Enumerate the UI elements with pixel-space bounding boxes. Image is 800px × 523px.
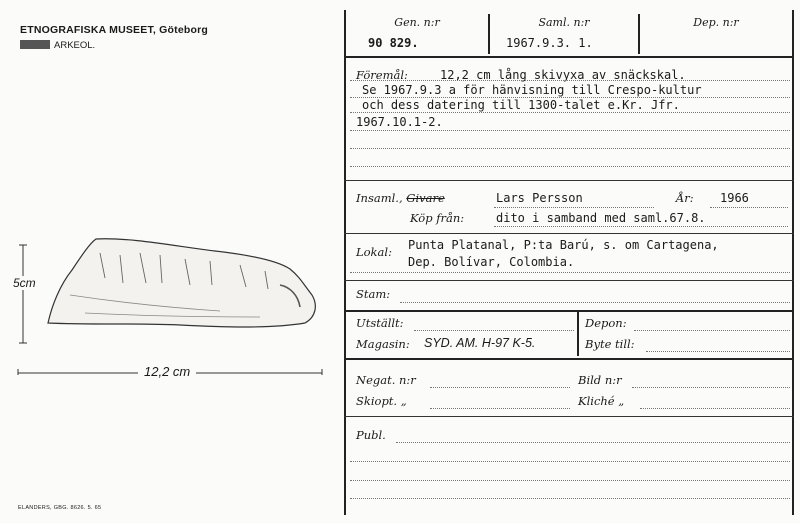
byte-till-label: Byte till: bbox=[585, 337, 635, 351]
department-label bbox=[20, 40, 95, 51]
foremal-line-2: Se 1967.9.3 a för hänvisning till Crespo-kultur bbox=[362, 83, 702, 97]
utstallt-label: Utställt: bbox=[356, 316, 404, 330]
museum-title: ETNOGRAFISKA MUSEET, Göteborg bbox=[20, 24, 208, 36]
axe-drawing bbox=[48, 239, 315, 327]
gen-nr-value: 90 829. bbox=[368, 36, 419, 50]
foremal-label: Föremål: bbox=[356, 68, 408, 82]
foremal-line-4: 1967.10.1-2. bbox=[356, 115, 443, 129]
card-right-border bbox=[792, 10, 794, 515]
skiopt-label: Skiopt. „ bbox=[356, 394, 407, 408]
dep-nr-label: Dep. n:r bbox=[693, 16, 739, 29]
lokal-label: Lokal: bbox=[356, 245, 392, 259]
magasin-label: Magasin: bbox=[356, 337, 410, 351]
axe-sketch bbox=[0, 225, 340, 375]
insaml-value: Lars Persson bbox=[496, 191, 583, 205]
lokal-line-2: Dep. Bolívar, Colombia. bbox=[408, 255, 575, 269]
printer-imprint: ELANDERS, GBG. 8626. 5. 65 bbox=[18, 505, 102, 511]
height-label: 5cm bbox=[13, 276, 36, 290]
width-label: 12,2 cm bbox=[138, 364, 196, 379]
saml-nr-label: Saml. n:r bbox=[538, 16, 590, 29]
lokal-line-1: Punta Platanal, P:ta Barú, s. om Cartagena, bbox=[408, 238, 719, 252]
foremal-line-3: och dess datering till 1300-talet e.Kr. Jfr. bbox=[362, 98, 680, 112]
redacted-mark bbox=[20, 40, 50, 49]
depon-label: Depon: bbox=[585, 316, 627, 330]
negat-label: Negat. n:r bbox=[356, 373, 416, 387]
ar-value: 1966 bbox=[720, 191, 749, 205]
magasin-value: SYD. AM. H-97 K-5. bbox=[424, 336, 536, 350]
kop-fran-label: Köp från: bbox=[410, 211, 465, 225]
card-left-border bbox=[344, 10, 346, 515]
foremal-line-1: 12,2 cm lång skivyxa av snäckskal. bbox=[440, 68, 686, 82]
department-text: ARKEOL. bbox=[54, 40, 96, 51]
kop-fran-value: dito i samband med saml.67.8. bbox=[496, 211, 706, 225]
stam-label: Stam: bbox=[356, 287, 391, 301]
kliche-label: Kliché „ bbox=[578, 394, 625, 408]
publ-label: Publ. bbox=[356, 428, 386, 442]
gen-nr-label: Gen. n:r bbox=[394, 16, 440, 29]
bild-label: Bild n:r bbox=[578, 373, 622, 387]
givare-struck: Givare bbox=[406, 191, 445, 205]
insaml-label: Insaml., Givare bbox=[356, 191, 445, 205]
ar-label: År: bbox=[676, 191, 694, 205]
saml-nr-value: 1967.9.3. 1. bbox=[506, 36, 593, 50]
